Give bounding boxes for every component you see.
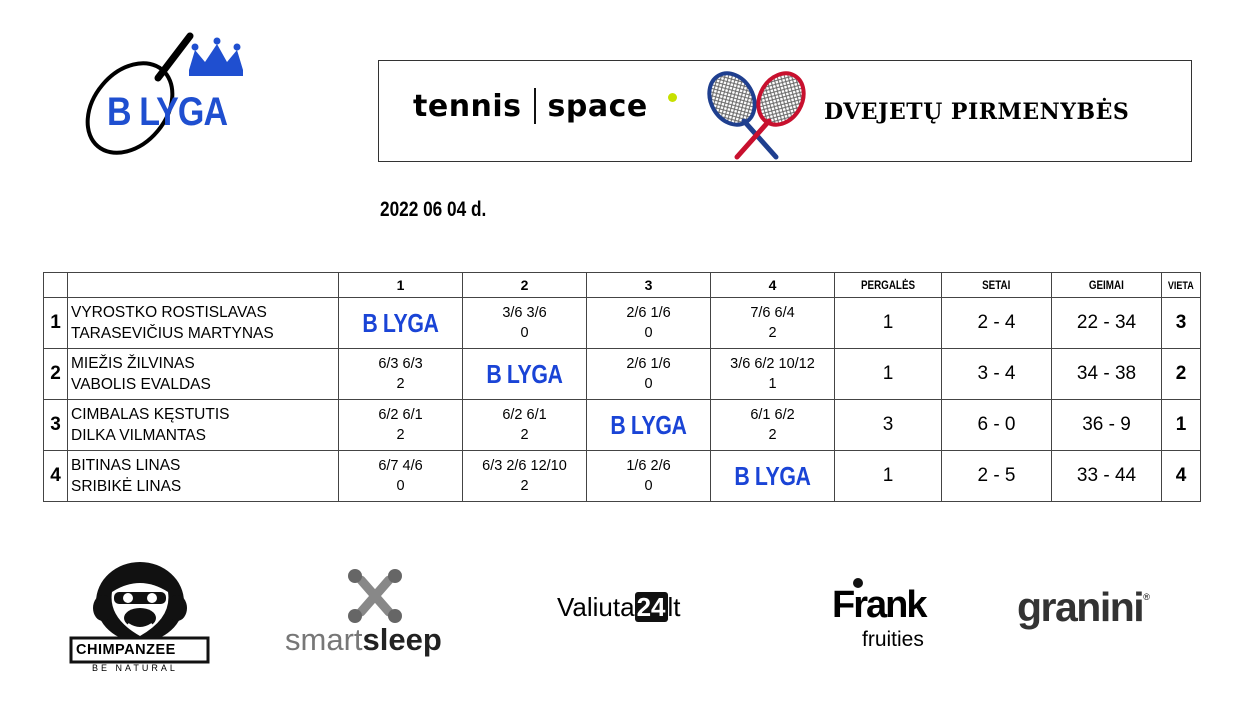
header-sets [942, 273, 1052, 298]
header-sets-label: SETAI [982, 278, 1011, 292]
table-row [44, 451, 1201, 502]
player-name: SRIBIKĖ LINAS [71, 478, 182, 495]
player-name: TARASEVIČIUS MARTYNAS [71, 325, 274, 342]
row-number: 3 [44, 400, 68, 451]
match-sets-won: 0 [644, 325, 653, 341]
pair-names [68, 349, 339, 400]
valiuta-domain: lt [667, 592, 681, 622]
match-score-cell [587, 451, 711, 502]
match-score: 3/6 6/2 10/12 [730, 356, 815, 372]
wins-cell: 1 [835, 349, 942, 400]
sponsor-valiuta24 [557, 592, 732, 632]
self-cell [339, 298, 463, 349]
match-date: 2022 06 04 d. [380, 198, 487, 221]
self-cell-label: B LYGA [610, 409, 687, 440]
registered-mark: ® [1143, 592, 1150, 602]
brand-divider [534, 88, 536, 124]
table-row [44, 400, 1201, 451]
player-name: VABOLIS EVALDAS [71, 376, 211, 393]
player-name: CIMBALAS KĘSTUTIS [71, 406, 230, 423]
pair-names [68, 451, 339, 502]
match-sets-won: 0 [396, 478, 405, 494]
header-num [44, 273, 68, 298]
brand-left: tennis [413, 89, 522, 124]
match-sets-won: 2 [520, 478, 529, 494]
smartsleep-wordmark [285, 622, 442, 658]
match-score: 3/6 3/6 [502, 305, 547, 321]
self-cell-label: B LYGA [486, 358, 563, 389]
match-score: 1/6 2/6 [626, 458, 671, 474]
granini-name: granini [1017, 584, 1144, 630]
match-score-cell [711, 400, 835, 451]
self-cell [711, 451, 835, 502]
pair-names [68, 298, 339, 349]
match-sets-won: 0 [520, 325, 529, 341]
chimpanzee-face-icon [68, 560, 213, 678]
frank-sub: fruities [862, 628, 924, 651]
crossed-rackets-icon [704, 69, 809, 161]
sponsor-frank-fruities [832, 578, 952, 658]
match-score: 6/3 6/3 [378, 356, 423, 372]
match-score-cell [463, 451, 587, 502]
match-sets-won: 2 [396, 376, 405, 392]
header-place [1162, 273, 1201, 298]
self-cell-label: B LYGA [734, 460, 811, 491]
header-opponent-4: 4 [711, 273, 835, 298]
match-score-cell [711, 349, 835, 400]
valiuta-text: Valiuta [557, 592, 635, 622]
self-cell-label: B LYGA [362, 307, 439, 338]
header-games-label: GEIMAI [1088, 278, 1124, 292]
match-sets-won: 2 [768, 325, 777, 341]
match-score-cell [463, 298, 587, 349]
sets-cell: 2 - 5 [942, 451, 1052, 502]
frank-name: Frank [832, 584, 926, 626]
match-score-cell [587, 298, 711, 349]
tennis-space-logo [413, 89, 648, 126]
brand-right: space [547, 89, 648, 124]
header-wins [835, 273, 942, 298]
match-score-cell [463, 400, 587, 451]
league-logo [85, 30, 280, 160]
league-logo-text: B LYGA [107, 90, 228, 134]
match-score: 6/3 2/6 12/10 [482, 458, 567, 474]
header-place-label: VIETA [1168, 280, 1194, 292]
match-score: 7/6 6/4 [750, 305, 795, 321]
tennis-ball-icon [668, 93, 677, 102]
player-name: BITINAS LINAS [71, 457, 181, 474]
place-cell: 4 [1162, 451, 1201, 502]
match-score: 6/2 6/1 [378, 407, 423, 423]
match-score-cell [339, 400, 463, 451]
row-number: 4 [44, 451, 68, 502]
header-names [68, 273, 339, 298]
match-score-cell [711, 298, 835, 349]
self-cell [587, 400, 711, 451]
smartsleep-light: smart [285, 622, 363, 657]
row-number: 2 [44, 349, 68, 400]
header-games [1052, 273, 1162, 298]
row-number: 1 [44, 298, 68, 349]
header-row [44, 273, 1201, 298]
x-cross-icon [283, 568, 458, 624]
match-sets-won: 1 [768, 376, 777, 392]
sets-cell: 6 - 0 [942, 400, 1052, 451]
place-cell: 3 [1162, 298, 1201, 349]
sets-cell: 3 - 4 [942, 349, 1052, 400]
self-cell [463, 349, 587, 400]
match-score-cell [339, 451, 463, 502]
valiuta-24-badge: 24 [636, 592, 666, 622]
table-row [44, 298, 1201, 349]
match-sets-won: 2 [768, 427, 777, 443]
banner-title: DVEJETŲ PIRMENYBĖS [824, 99, 1130, 125]
player-name: DILKA VILMANTAS [71, 427, 206, 444]
tournament-banner [378, 60, 1192, 162]
header-opponent-1: 1 [339, 273, 463, 298]
chimpanzee-name: CHIMPANZEE [76, 642, 176, 658]
chimpanzee-tagline: BE NATURAL [92, 663, 178, 673]
player-name: VYROSTKO ROSTISLAVAS [71, 304, 267, 321]
games-cell: 34 - 38 [1052, 349, 1162, 400]
match-sets-won: 2 [520, 427, 529, 443]
smartsleep-bold: sleep [362, 622, 442, 657]
match-sets-won: 0 [644, 478, 653, 494]
match-sets-won: 2 [396, 427, 405, 443]
games-cell: 33 - 44 [1052, 451, 1162, 502]
place-cell: 1 [1162, 400, 1201, 451]
match-score: 6/7 4/6 [378, 458, 423, 474]
match-score-cell [587, 349, 711, 400]
match-score: 6/2 6/1 [502, 407, 547, 423]
header-wins-label: PERGALĖS [860, 278, 916, 292]
header-opponent-2: 2 [463, 273, 587, 298]
match-score-cell [339, 349, 463, 400]
sponsor-granini [1017, 584, 1177, 634]
sets-cell: 2 - 4 [942, 298, 1052, 349]
place-cell: 2 [1162, 349, 1201, 400]
games-cell: 22 - 34 [1052, 298, 1162, 349]
player-name: MIEŽIS ŽILVINAS [71, 355, 195, 372]
pair-names [68, 400, 339, 451]
match-sets-won: 0 [644, 376, 653, 392]
header-opponent-3: 3 [587, 273, 711, 298]
games-cell: 36 - 9 [1052, 400, 1162, 451]
match-score: 2/6 1/6 [626, 305, 671, 321]
wins-cell: 1 [835, 451, 942, 502]
wins-cell: 1 [835, 298, 942, 349]
sponsor-smartsleep [283, 568, 458, 660]
match-score: 2/6 1/6 [626, 356, 671, 372]
match-score: 6/1 6/2 [750, 407, 795, 423]
results-table [43, 272, 1201, 502]
wins-cell: 3 [835, 400, 942, 451]
table-row [44, 349, 1201, 400]
sponsor-chimpanzee [68, 560, 213, 678]
